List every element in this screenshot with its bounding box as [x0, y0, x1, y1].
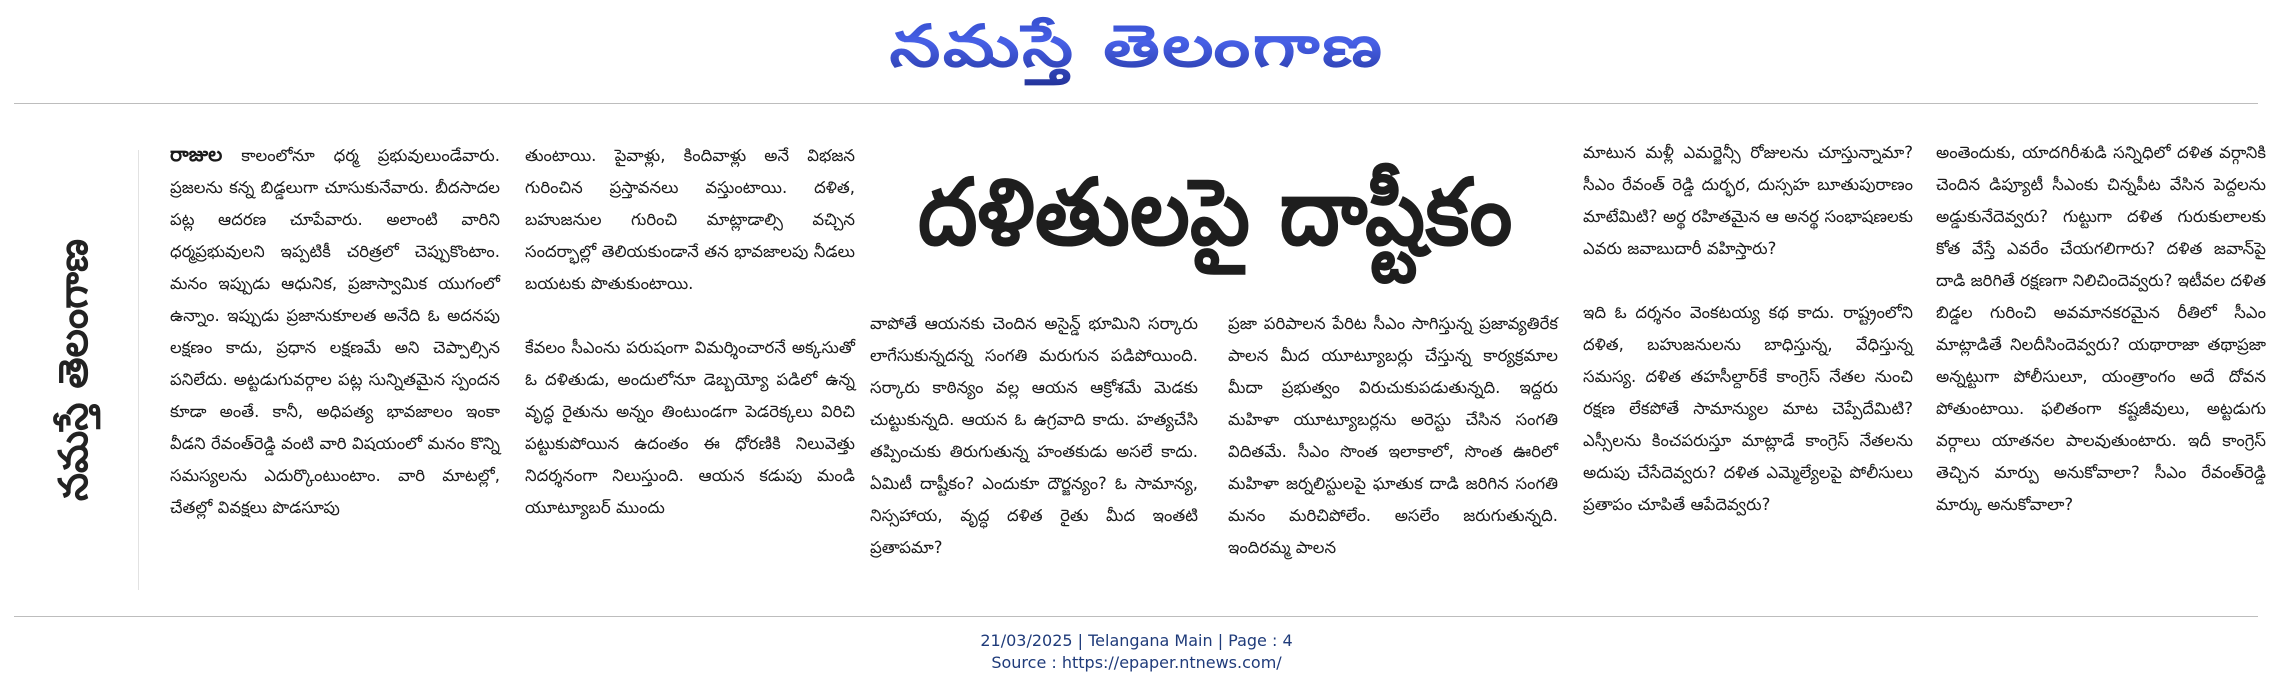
lead-word: రాజుల [170, 142, 223, 166]
footer [0, 630, 2273, 674]
masthead-title: నమస్తే తెలంగాణ [889, 6, 1384, 86]
headline [870, 148, 1560, 278]
column-2-paragraph-1: తుంటాయి. పైవాళ్లు, కిందివాళ్లు అనే విభజన గురించిన ప్రస్తావనలు వస్తుంటాయి. దళిత, బహుజనుల గురించి మాట్లాడాల్సి వచ్చిన సందర్భాల్లో తెలియకుండానే తన భావజాలపు నీడలు బయటకు పొతుకుంటాయి. [525, 146, 855, 293]
column-1-paragraph-1-text: కాలంలోనూ ధర్మ ప్రభువులుండేవారు. ప్రజలను కన్న బిడ్డలుగా చూసుకునేవారు. బీదసాదల పట్ల ఆదరణ చూపేవారు. అలాంటి వారిని ధర్మప్రభువులని ఇప్పటికీ చరిత్రలో చెప్పుకొంటాం. మనం ఇప్పుడు ఆధునిక, ప్రజాస్వామిక యుగంలో ఉన్నాం. ఇప్పుడు ప్రజానుకూలత అనేది ఓ అదనపు లక్షణం కాదు, ప్రధాన లక్షణమే అని చెప్పాల్సిన పనిలేదు. అట్టడుగువర్గాల పట్ల సున్నితమైన స్పందన కూడా అంతే. కానీ, అధిపత్య భావజాలం ఇంకా వీడని రేవంత్‌రెడ్డి వంటి వారి విషయంలో మనం కొన్ని సమస్యలను ఎదుర్కొంటుంటాం. వారి మాటల్లో, చేతల్లో వివక్షలు పొడసూపు [170, 146, 500, 517]
column-5-paragraph-2: ఇది ఓ దర్శనం వెంకటయ్య కథ కాదు. రాష్ట్రంలోని దళిత, బహుజనులను బాధిస్తున్న, వేధిస్తున్న సమస్య. దళిత తహసీల్దార్‌కే కాంగ్రెస్ నేతల నుంచి రక్షణ లేకపోతే సామాన్యుల మాట చెప్పేదేమిటి? ఎస్సీలను కించపరుస్తూ మాట్లాడే కాంగ్రెస్ నేతలను అదుపు చేసేదెవ్వరు? దళిత ఎమ్మెల్యేలపై పోలీసులు ప్రతాపం చూపితే ఆపేదెవ్వరు? [1583, 303, 1913, 514]
headline-text: దళితులపై దాష్టీకం [917, 159, 1513, 266]
article-column-3 [870, 308, 1198, 564]
masthead [0, 6, 2273, 86]
side-logo-text: నమస్తే తెలంగాణ [51, 238, 97, 502]
column-3-paragraph-1: వాపోతే ఆయనకు చెందిన అసైన్డ్ భూమిని సర్కారు లాగేసుకున్నదన్న సంగతి మరుగున పడిపోయింది. సర్కారు కాఠిన్యం వల్ల ఆయన ఆక్రోశమే మెడకు చుట్టుకున్నది. ఆయన ఓ ఉగ్రవాది కాదు. హత్యచేసి తప్పించుకు తిరుగుతున్న హంతకుడు అసలే కాదు. ఏమిటీ దాష్టీకం? ఎందుకూ దౌర్జన్యం? ఓ సామాన్య, నిస్సహాయ, వృద్ధ దళిత రైతు మీద ఇంతటి ప్రతాపమా? [870, 314, 1198, 557]
column-1-paragraph-1 [170, 138, 500, 524]
article-column-6 [1936, 137, 2266, 521]
column-6-paragraph-1: అంతెందుకు, యాదగిరీశుడి సన్నిధిలో దళిత వర్గానికి చెందిన డిప్యూటీ సీఎంకు చిన్నపీట వేసిన పెద్దలను అడ్డుకునేదెవ్వరు? గుట్టుగా దళిత గురుకులాలకు కోత వేస్తే ఎవరేం చేయగలిగారు? దళిత జవాన్‌పై దాడి జరిగితే రక్షణగా నిలిచిందెవ్వరు? ఇటీవల దళిత బిడ్డల గురించి అవమానకరమైన రీతిలో సీఎం మాట్లాడితే నిలదీసిందెవ్వరు? యథారాజా తథాప్రజా అన్నట్టుగా పోలీసులూ, యంత్రాంగం అదే దోవన పోతుంటాయి. ఫలితంగా కష్టజీవులు, అట్టడుగు వర్గాలు యాతనల పాలవుతుంటారు. ఇదీ కాంగ్రెస్ తెచ్చిన మార్పు అనుకోవాలా? సీఎం రేవంత్‌రెడ్డి మార్కు అనుకోవాలా? [1936, 143, 2266, 514]
footer-date-page: 21/03/2025 | Telangana Main | Page : 4 [980, 631, 1293, 650]
bottom-divider [14, 616, 2258, 617]
top-divider [14, 103, 2258, 104]
article-column-4 [1228, 308, 1558, 564]
column-4-paragraph-1: ప్రజా పరిపాలన పేరిట సీఎం సాగిస్తున్న ప్రజావ్యతిరేక పాలన మీద యూట్యూబర్లు చేస్తున్న కార్యక్రమాల మీదా ప్రభుత్వం విరుచుకుపడుతున్నది. ఇద్దరు మహిళా యూట్యూబర్లను అరెస్టు చేసిన సంగతి విదితమే. సీఎం సొంత ఇలాకాలో, సొంత ఊరిలో మహిళా జర్నలిస్టులపై ఘాతుక దాడి జరిగిన సంగతి మనం మరిచిపోలేం. అసలేం జరుగుతున్నది. ఇందిరమ్మ పాలన [1228, 314, 1558, 557]
footer-source: Source : https://epaper.ntnews.com/ [991, 653, 1282, 672]
side-logo [20, 150, 139, 590]
article-column-1 [170, 138, 500, 524]
column-5-paragraph-1: మాటున మళ్లీ ఎమర్జెన్సీ రోజులను చూస్తున్నామా? సీఎం రేవంత్ రెడ్డి దుర్భర, దుస్సహ బూతుపురాణం మాటేమిటి? అర్థ రహితమైన ఆ అనర్థ సంభాషణలకు ఎవరు జవాబుదారీ వహిస్తారు? [1583, 143, 1913, 258]
column-2-paragraph-2: కేవలం సీఎంను పరుషంగా విమర్శించారనే అక్కసుతో ఓ దళితుడు, అందులోనూ డెబ్బయ్యో పడిలో ఉన్న వృద్ధ రైతును అన్నం తింటుండగా పెడరెక్కలు విరిచి పట్టుకుపోయిన ఉదంతం ఈ ధోరణికి నిలువెత్తు నిదర్శనంగా నిలుస్తుంది. ఆయన కడుపు మండి యూట్యూబర్ ముందు [525, 338, 855, 517]
article-column-5 [1583, 137, 1913, 521]
article-column-2 [525, 140, 855, 524]
